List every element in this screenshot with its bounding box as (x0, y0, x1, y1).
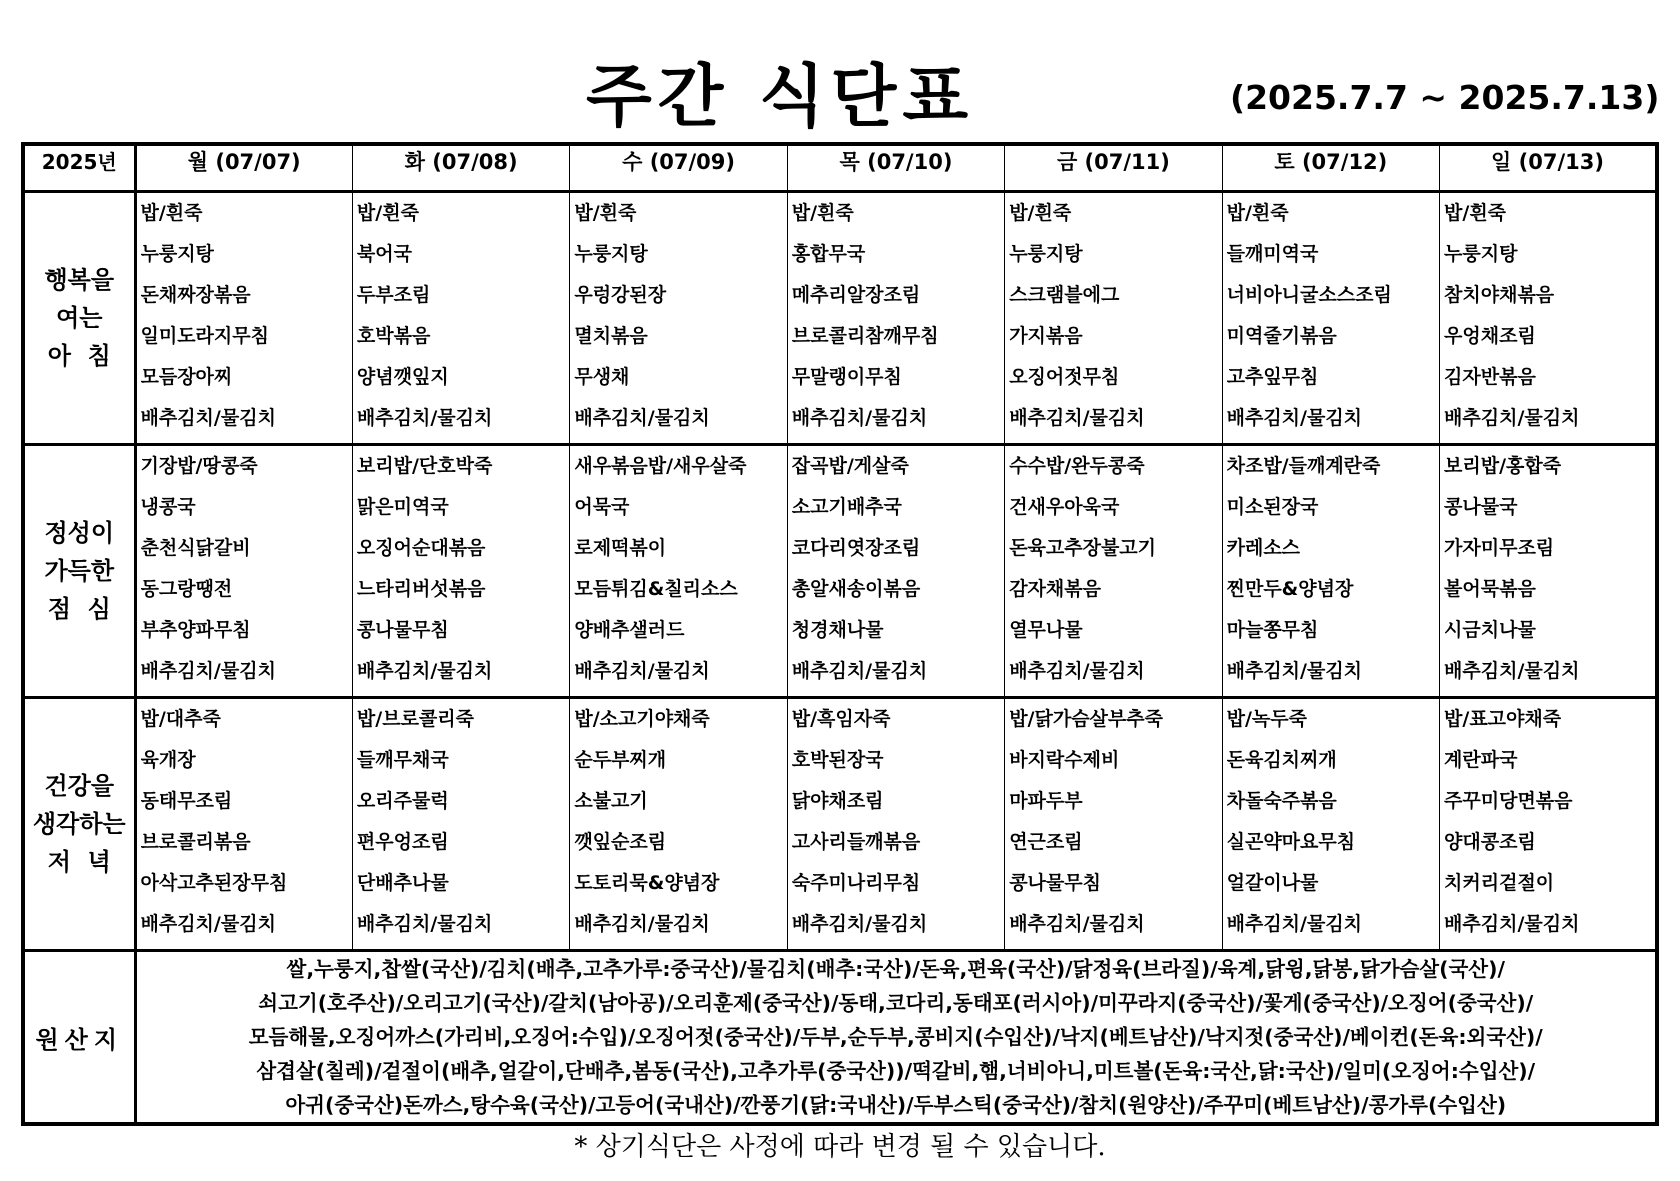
menu-item: 두부조림 (356, 284, 431, 306)
meal-label (23, 445, 135, 698)
menu-item: 밥/녹두죽 (1226, 708, 1307, 730)
menu-cell (787, 698, 1004, 951)
menu-item: 냉콩국 (140, 496, 196, 518)
menu-item: 우렁강된장 (574, 284, 667, 306)
menu-item: 청경채나물 (791, 619, 884, 641)
menu-item: 들깨미역국 (1226, 243, 1319, 265)
menu-cell (352, 698, 569, 951)
menu-item: 총알새송이볶음 (791, 578, 921, 600)
meal-label-line: 저 녁 (47, 848, 111, 876)
meal-label-line: 아 침 (47, 342, 111, 370)
menu-item: 잡곡밥/게살죽 (791, 455, 909, 477)
origin-line: 쇠고기(호주산)/오리고기(국산)/갈치(남아공)/오리훈제(중국산)/동태,코다리,동태포(러시아)/미꾸라지(중국산)/꽃게(중국산)/오징어(중국산)/ (258, 991, 1534, 1015)
menu-item: 양배추샐러드 (574, 619, 685, 641)
menu-item: 북어국 (356, 243, 412, 265)
menu-item: 홍합무국 (791, 243, 866, 265)
menu-item: 밥/흰죽 (1444, 202, 1507, 224)
menu-item: 배추김치/물김치 (1444, 660, 1580, 682)
menu-list (1223, 193, 1439, 443)
menu-item: 배추김치/물김치 (1226, 407, 1363, 429)
menu-item: 스크램블에그 (1009, 284, 1120, 306)
menu-item: 배추김치/물김치 (791, 660, 928, 682)
menu-cell (1005, 445, 1222, 698)
date-range: (2025.7.7 ~ 2025.7.13) (1230, 78, 1660, 117)
menu-cell (1440, 698, 1657, 951)
menu-item: 고추잎무침 (1226, 366, 1319, 388)
menu-cell (1005, 192, 1222, 445)
menu-item: 배추김치/물김치 (140, 407, 276, 429)
menu-item: 춘천식닭갈비 (140, 537, 251, 559)
menu-item: 어묵국 (574, 496, 630, 518)
menu-item: 호박된장국 (791, 749, 884, 771)
menu-list (1005, 446, 1221, 696)
menu-item: 부추양파무침 (140, 619, 251, 641)
change-notice: * 상기식단은 사정에 따라 변경 될 수 있습니다. (574, 1132, 1106, 1162)
menu-item: 미역줄기볶음 (1226, 325, 1337, 347)
menu-cell (1440, 445, 1657, 698)
meal-label-line: 가득한 (44, 557, 115, 585)
menu-item: 카레소스 (1226, 537, 1301, 559)
menu-cell (352, 445, 569, 698)
menu-item: 배추김치/물김치 (140, 913, 276, 935)
menu-item: 열무나물 (1009, 619, 1083, 641)
origin-line: 아귀(중국산)돈까스,탕수육(국산)/고등어(국내산)/깐풍기(닭:국내산)/두부스틱(중국산)/참치(원양산)/주꾸미(베트남산)/콩가루(수입산) (285, 1093, 1507, 1117)
menu-item: 고사리들깨볶음 (791, 831, 921, 853)
menu-item: 단배추나물 (356, 872, 449, 894)
menu-item: 아삭고추된장무침 (140, 872, 288, 894)
menu-item: 들깨무채국 (356, 749, 449, 771)
menu-item: 배추김치/물김치 (1009, 913, 1145, 935)
menu-item: 누룽지탕 (1444, 243, 1518, 265)
menu-item: 밥/표고야채죽 (1444, 708, 1562, 730)
menu-cell (352, 192, 569, 445)
menu-item: 배추김치/물김치 (574, 407, 710, 429)
menu-item: 밥/흰죽 (140, 202, 203, 224)
day-header: 수 (07/09) (570, 144, 787, 192)
menu-item: 배추김치/물김치 (1226, 660, 1363, 682)
menu-item: 우엉채조림 (1444, 325, 1536, 347)
menu-cell (570, 698, 787, 951)
menu-item: 주꾸미당면볶음 (1444, 790, 1573, 812)
menu-item: 배추김치/물김치 (791, 913, 928, 935)
menu-item: 김자반볶음 (1444, 366, 1536, 388)
menu-item: 도토리묵&양념장 (574, 872, 720, 894)
menu-list (570, 699, 786, 949)
menu-item: 맑은미역국 (356, 496, 449, 518)
menu-item: 밥/흰죽 (1226, 202, 1289, 224)
menu-list (570, 193, 786, 443)
menu-item: 배추김치/물김치 (574, 913, 710, 935)
menu-item: 배추김치/물김치 (1444, 407, 1580, 429)
menu-item: 새우볶음밥/새우살죽 (574, 455, 747, 477)
menu-item: 참치야채볶음 (1444, 284, 1555, 306)
menu-item: 돈채짜장볶음 (140, 284, 251, 306)
menu-cell (570, 192, 787, 445)
menu-cell (135, 698, 352, 951)
menu-cell (787, 445, 1004, 698)
menu-item: 멸치볶음 (574, 325, 648, 347)
origin-line: 쌀,누룽지,찹쌀(국산)/김치(배추,고추가루:중국산)/물김치(배추:국산)/돈육,편육(국산)/닭정육(브라질)/육계,닭윙,닭봉,닭가슴살(국산)/ (286, 957, 1505, 981)
meal-label-line: 여는 (56, 304, 103, 332)
year-header: 2025년 (23, 144, 135, 192)
menu-item: 양대콩조림 (1444, 831, 1536, 853)
menu-item: 너비아니굴소스조림 (1226, 284, 1392, 306)
menu-item: 배추김치/물김치 (140, 660, 276, 682)
menu-item: 밥/흰죽 (791, 202, 854, 224)
menu-item: 로제떡볶이 (574, 537, 667, 559)
menu-item: 숙주미나리무침 (791, 872, 921, 894)
meal-rows (23, 192, 1657, 951)
day-header: 토 (07/12) (1222, 144, 1439, 192)
menu-item: 동태무조림 (140, 790, 233, 812)
menu-cell (1005, 698, 1222, 951)
day-header: 월 (07/07) (135, 144, 352, 192)
menu-cell (1440, 192, 1657, 445)
menu-item: 누룽지탕 (574, 243, 648, 265)
weekly-menu-table (21, 142, 1659, 1126)
menu-cell (135, 445, 352, 698)
menu-item: 육개장 (140, 749, 196, 771)
menu-item: 브로콜리볶음 (140, 831, 251, 853)
origin-label: 원산지 (23, 951, 135, 1125)
meal-label (23, 192, 135, 445)
menu-item: 감자채볶음 (1009, 578, 1101, 600)
menu-item: 기장밥/땅콩죽 (140, 455, 258, 477)
menu-list (353, 699, 569, 949)
menu-item: 가자미무조림 (1444, 537, 1555, 559)
menu-item: 오징어젓무침 (1009, 366, 1120, 388)
menu-item: 동그랑땡전 (140, 578, 233, 600)
menu-item: 배추김치/물김치 (356, 660, 493, 682)
menu-item: 밥/브로콜리죽 (356, 708, 474, 730)
menu-item: 소고기배추국 (791, 496, 902, 518)
menu-item: 메추리알장조림 (791, 284, 921, 306)
menu-item: 오징어순대볶음 (356, 537, 486, 559)
meal-row (23, 698, 1657, 951)
day-header: 금 (07/11) (1005, 144, 1222, 192)
menu-cell (1222, 698, 1439, 951)
day-header: 화 (07/08) (352, 144, 569, 192)
menu-list (788, 699, 1004, 949)
menu-list (1223, 446, 1439, 696)
menu-item: 보리밥/단호박죽 (356, 455, 493, 477)
menu-item: 배추김치/물김치 (1009, 407, 1145, 429)
menu-item: 브로콜리참깨무침 (791, 325, 939, 347)
origin-line: 모듬해물,오징어까스(가리비,오징어:수입)/오징어젓(중국산)/두부,순두부,콩비지(수입산)/낙지(베트남산)/낙지젓(중국산)/베이컨(돈육:외국산)/ (248, 1025, 1543, 1049)
menu-list (1005, 193, 1221, 443)
menu-item: 콩나물국 (1444, 496, 1518, 518)
origin-row (23, 951, 1657, 1125)
menu-item: 밥/대추죽 (140, 708, 221, 730)
menu-item: 마파두부 (1009, 790, 1083, 812)
menu-item: 배추김치/물김치 (791, 407, 928, 429)
menu-item: 배추김치/물김치 (356, 913, 493, 935)
menu-item: 보리밥/홍합죽 (1444, 455, 1562, 477)
menu-item: 콩나물무침 (1009, 872, 1101, 894)
menu-item: 느타리버섯볶음 (356, 578, 486, 600)
menu-item: 계란파국 (1444, 749, 1518, 771)
menu-item: 모듬장아찌 (140, 366, 233, 388)
day-header: 목 (07/10) (787, 144, 1004, 192)
meal-label-line: 정성이 (44, 519, 115, 547)
menu-item: 콩나물무침 (356, 619, 449, 641)
menu-item: 돈육고추장불고기 (1009, 537, 1157, 559)
meal-label-line: 건강을 (44, 772, 115, 800)
menu-item: 볼어묵볶음 (1444, 578, 1536, 600)
menu-item: 호박볶음 (356, 325, 431, 347)
menu-item: 치커리겉절이 (1444, 872, 1555, 894)
menu-item: 가지볶음 (1009, 325, 1083, 347)
menu-item: 연근조림 (1009, 831, 1083, 853)
menu-cell (1222, 192, 1439, 445)
menu-item: 양념깻잎지 (356, 366, 449, 388)
menu-item: 건새우아욱국 (1009, 496, 1120, 518)
menu-list (137, 699, 352, 949)
menu-list (137, 193, 352, 443)
meal-row (23, 445, 1657, 698)
page-title: 주간 식단표 (585, 58, 975, 137)
menu-cell (1222, 445, 1439, 698)
origin-info (135, 951, 1657, 1125)
menu-item: 얼갈이나물 (1226, 872, 1319, 894)
menu-item: 배추김치/물김치 (1226, 913, 1363, 935)
menu-list (1440, 193, 1655, 443)
menu-item: 배추김치/물김치 (1444, 913, 1580, 935)
menu-item: 밥/흰죽 (574, 202, 637, 224)
menu-item: 무말랭이무침 (791, 366, 902, 388)
menu-list (137, 446, 352, 696)
menu-item: 배추김치/물김치 (574, 660, 710, 682)
menu-item: 찐만두&양념장 (1226, 578, 1354, 600)
menu-list (1223, 699, 1439, 949)
menu-item: 무생채 (574, 366, 630, 388)
day-header: 일 (07/13) (1440, 144, 1657, 192)
menu-item: 밥/소고기야채죽 (574, 708, 710, 730)
menu-item: 모듬튀김&칠리소스 (574, 578, 738, 600)
meal-label (23, 698, 135, 951)
menu-item: 밥/닭가슴살부추죽 (1009, 708, 1163, 730)
menu-list (788, 446, 1004, 696)
menu-cell (570, 445, 787, 698)
menu-list (1005, 699, 1221, 949)
menu-list (570, 446, 786, 696)
menu-item: 차돌숙주볶음 (1226, 790, 1337, 812)
menu-cell (135, 192, 352, 445)
menu-item: 마늘쫑무침 (1226, 619, 1319, 641)
menu-item: 돈육김치찌개 (1226, 749, 1337, 771)
meal-row (23, 192, 1657, 445)
meal-label-line: 행복을 (44, 266, 115, 294)
menu-item: 밥/흑임자죽 (791, 708, 891, 730)
menu-list (353, 193, 569, 443)
menu-list (353, 446, 569, 696)
menu-item: 밥/흰죽 (356, 202, 419, 224)
menu-item: 시금치나물 (1444, 619, 1536, 641)
menu-item: 실곤약마요무침 (1226, 831, 1356, 853)
menu-item: 배추김치/물김치 (1009, 660, 1145, 682)
menu-item: 수수밥/완두콩죽 (1009, 455, 1145, 477)
menu-item: 닭야채조림 (791, 790, 884, 812)
menu-item: 편우엉조림 (356, 831, 449, 853)
meal-label-line: 생각하는 (32, 810, 126, 838)
menu-item: 오리주물럭 (356, 790, 449, 812)
menu-list (1440, 446, 1655, 696)
menu-item: 배추김치/물김치 (356, 407, 493, 429)
menu-item: 누룽지탕 (1009, 243, 1083, 265)
menu-item: 차조밥/들깨계란죽 (1226, 455, 1381, 477)
menu-item: 밥/흰죽 (1009, 202, 1072, 224)
menu-item: 소불고기 (574, 790, 648, 812)
menu-item: 바지락수제비 (1009, 749, 1120, 771)
menu-item: 일미도라지무침 (140, 325, 269, 347)
menu-item: 코다리엿장조림 (791, 537, 921, 559)
meal-label-line: 점 심 (47, 595, 111, 623)
origin-line: 삼겹살(칠레)/겉절이(배추,얼갈이,단배추,봄동(국산),고추가루(중국산))/떡갈비,햄,너비아니,미트볼(돈육:국산,닭:국산)/일미(오징어:수입산)/ (256, 1059, 1536, 1083)
menu-list (1440, 699, 1655, 949)
header-row (23, 144, 1657, 192)
menu-cell (787, 192, 1004, 445)
menu-item: 순두부찌개 (574, 749, 667, 771)
menu-item: 미소된장국 (1226, 496, 1319, 518)
menu-item: 깻잎순조림 (574, 831, 667, 853)
menu-list (788, 193, 1004, 443)
menu-item: 누룽지탕 (140, 243, 214, 265)
